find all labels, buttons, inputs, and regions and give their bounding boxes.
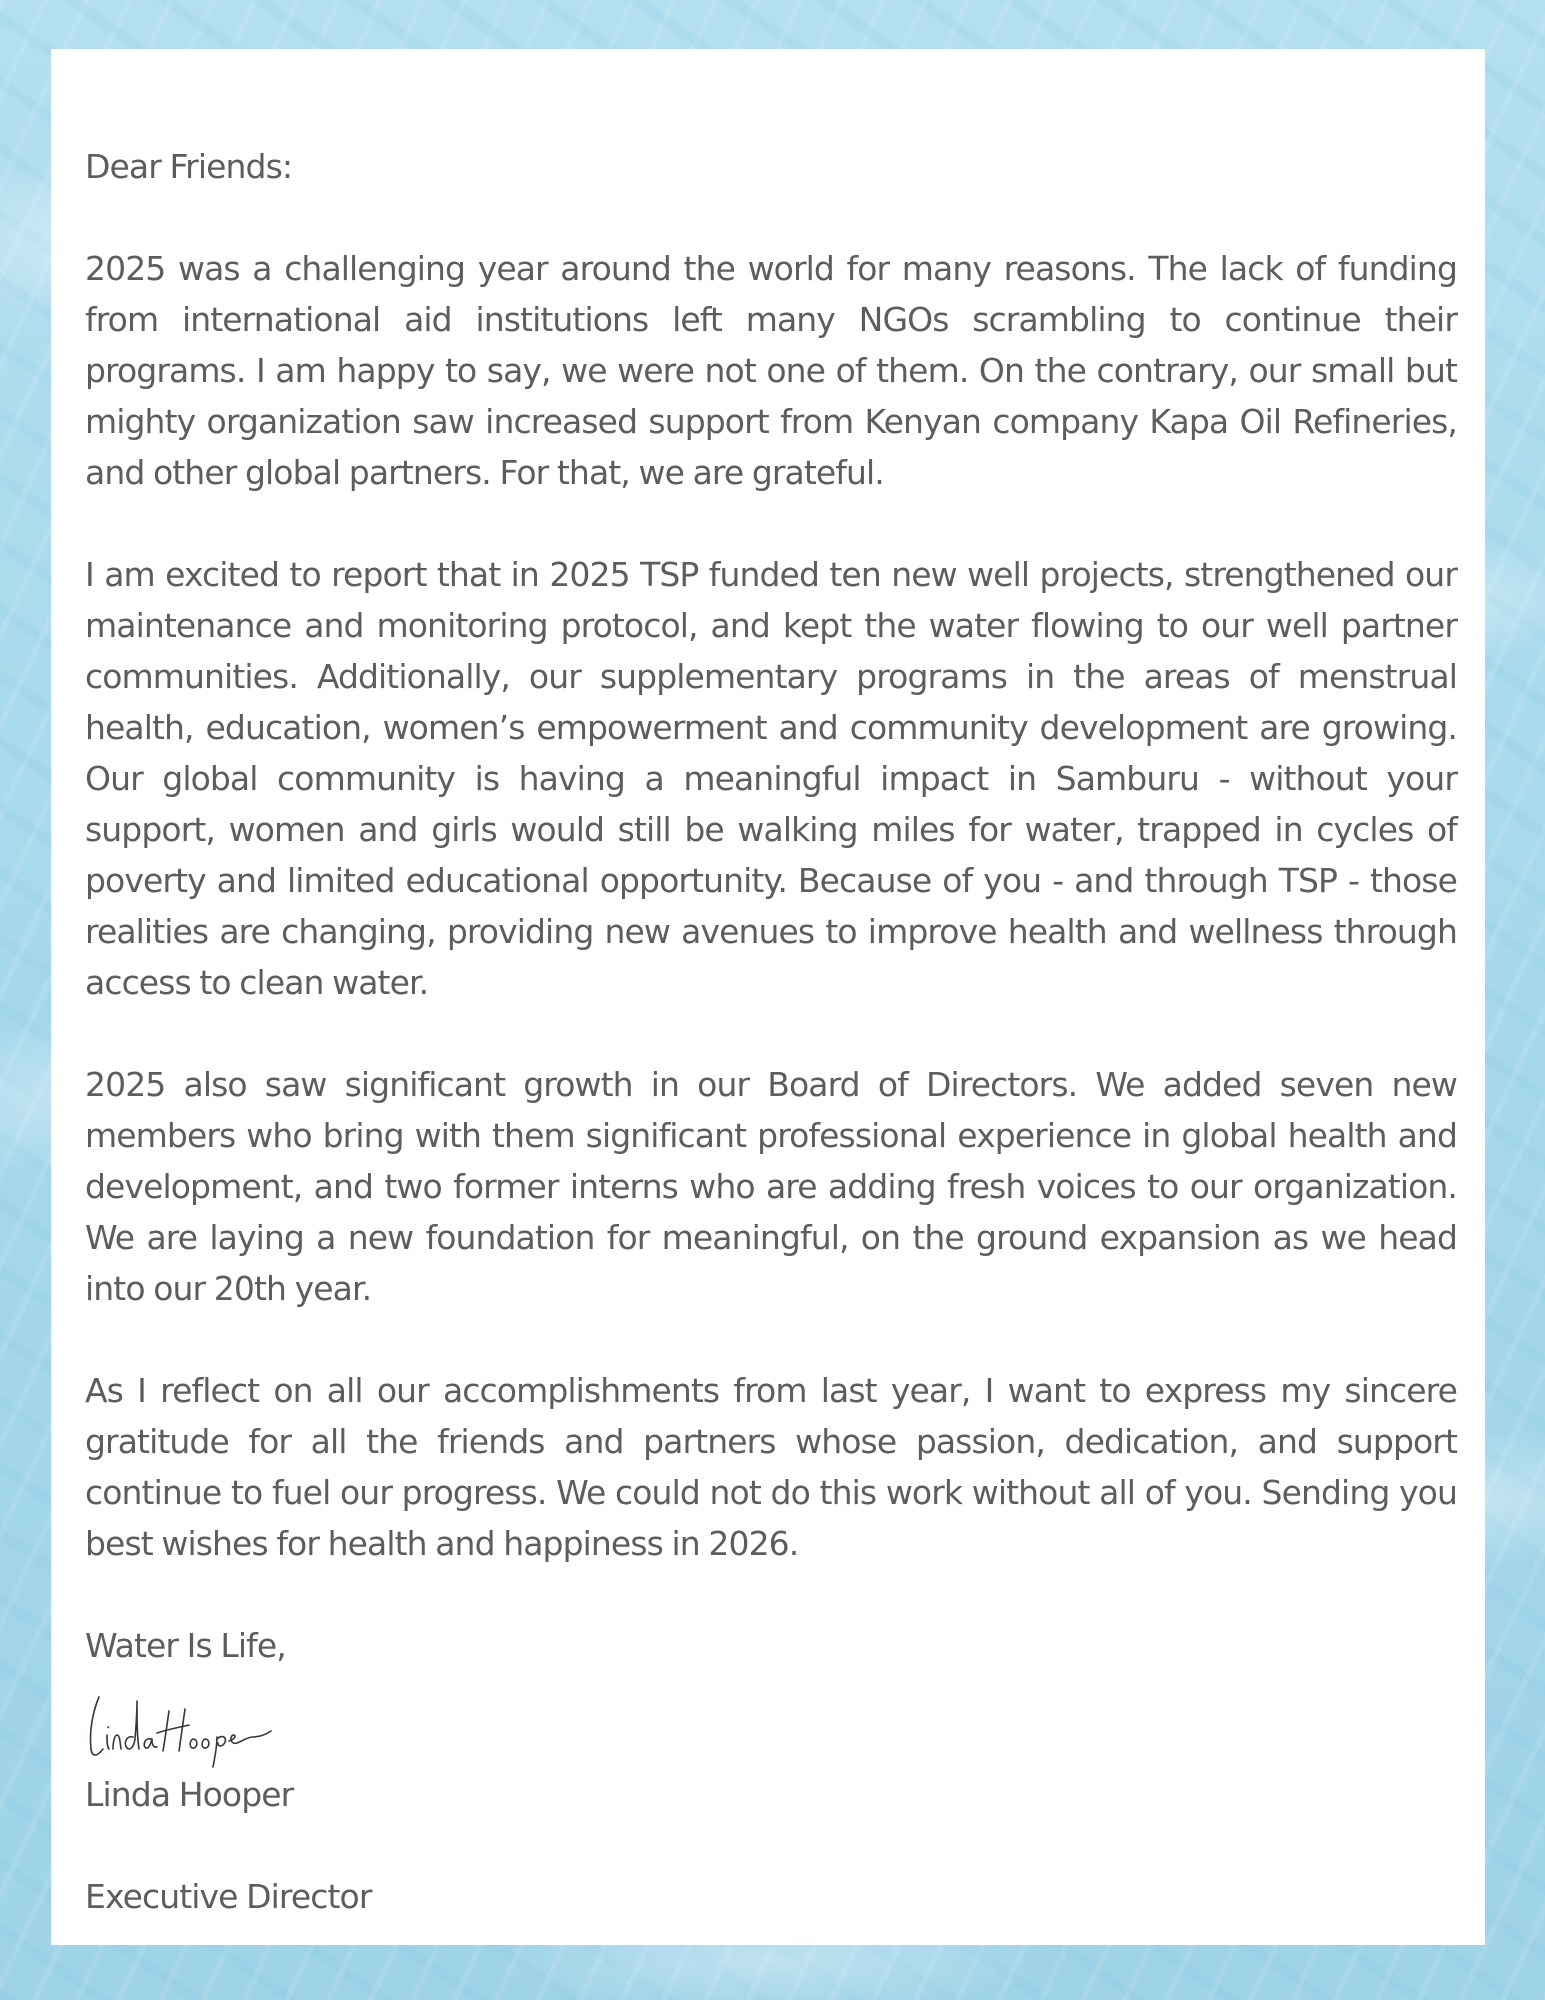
letter-paragraph-4: As I reflect on all our accomplishments from last year, I want to express my sincere gratitude for all the friends and partners whose passion, dedication, and support continue to fuel our progress. We could not do this work without all of you. Sending you best wishes for health and happiness in 2026. [85, 1371, 1457, 1563]
letter-page [51, 49, 1485, 1945]
letter-body [85, 141, 1457, 1973]
signer-name: Linda Hooper [85, 1775, 294, 1814]
handwritten-signature [85, 1691, 275, 1771]
letter-paragraph-1: 2025 was a challenging year around the world for many reasons. The lack of funding from international aid institutions left many NGOs scrambling to continue their programs. I am happy to say, we were not one of them. On the contrary, our small but mighty organization saw increased support from Kenyan company Kapa Oil Refineries, and other global partners. For that, we are grateful. [85, 249, 1457, 492]
signer-title: Executive Director [85, 1877, 372, 1916]
letter-greeting: Dear Friends: [85, 147, 293, 186]
letter-closing: Water Is Life, [85, 1626, 286, 1665]
letter-paragraph-3: 2025 also saw significant growth in our Board of Directors. We added seven new members who bring with them significant professional experience in global health and development, and two former interns who are adding fresh voices to our organization. We are laying a new foundation for meaningful, on the ground expansion as we head into our 20th year. [85, 1065, 1457, 1308]
letter-paragraph-2: I am excited to report that in 2025 TSP funded ten new well projects, strengthened our maintenance and monitoring protocol, and kept the water flowing to our well partner communities. Additionally, our supplementary programs in the areas of menstrual health, education, women’s empowerment and community development are growing. Our global community is having a meaningful impact in Samburu - without your support, women and girls would still be walking miles for water, trapped in cycles of poverty and limited educational opportunity. Because of you - and through TSP - those realities are changing, providing new avenues to improve health and wellness through access to clean water. [85, 555, 1457, 1002]
